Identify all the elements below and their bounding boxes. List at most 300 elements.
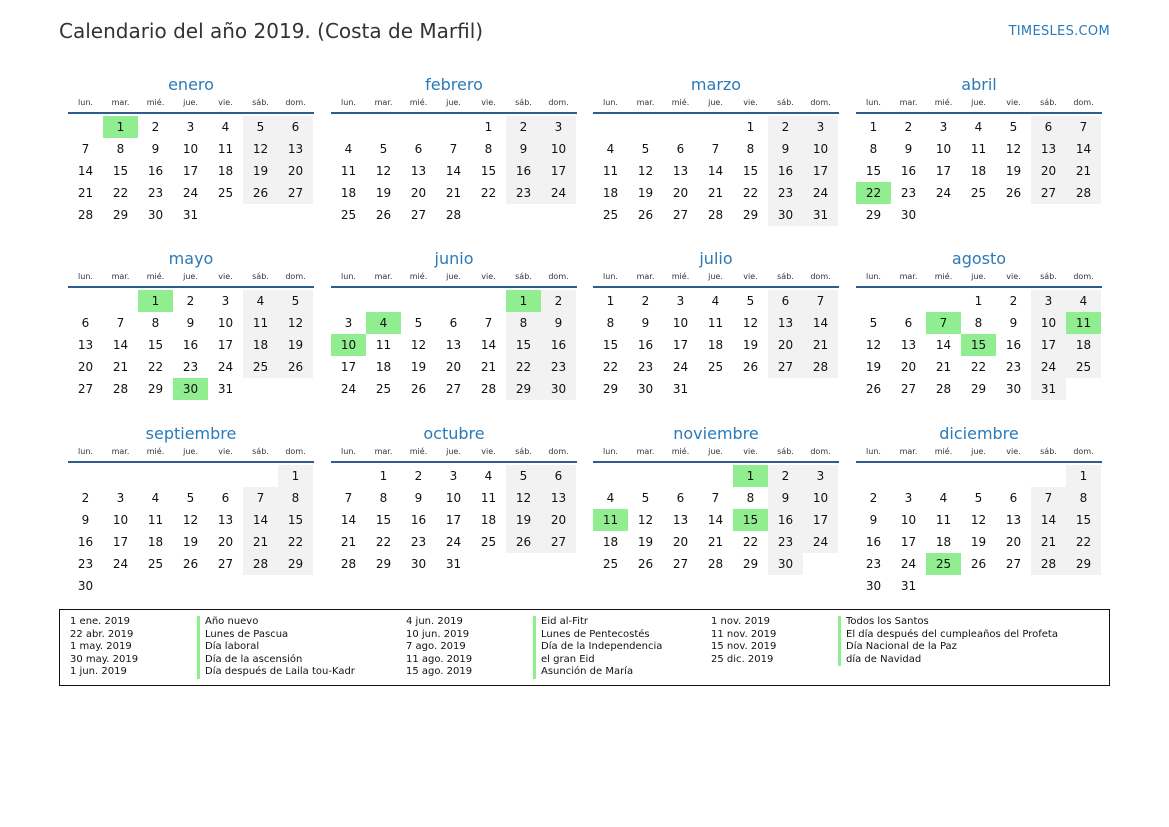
day-cell: 25 (147, 557, 164, 571)
empty-cell (243, 465, 278, 487)
month-junio (331, 248, 577, 400)
day-cell: 30 (147, 208, 164, 222)
month-noviembre (593, 423, 839, 575)
day-cell: 2 (768, 465, 803, 487)
day-cell: 28 (77, 208, 94, 222)
empty-cell (961, 465, 996, 487)
day-cell: 19 (506, 509, 541, 531)
day-cell: 23 (768, 182, 803, 204)
day-cell: 1 (869, 120, 878, 134)
day-cell: 1 (278, 465, 313, 487)
day-cell: 11 (935, 513, 952, 527)
weekday-label: mar. (899, 447, 918, 456)
month-septiembre (68, 423, 314, 597)
day-cell: 8 (484, 142, 493, 156)
day-cell: 23 (637, 360, 654, 374)
month-name: julio (699, 249, 733, 268)
day-cell: 6 (221, 491, 230, 505)
day-cell: 31 (1031, 378, 1066, 400)
day-cell: 22 (278, 531, 313, 553)
weekday-label: lun. (866, 98, 881, 107)
legend-names (197, 616, 355, 679)
weekday-label: dom. (1073, 272, 1094, 281)
day-cell: 17 (112, 535, 129, 549)
day-cell: 21 (243, 531, 278, 553)
weekday-label: mar. (899, 98, 918, 107)
day-cell: 19 (970, 535, 987, 549)
legend-date: 15 nov. 2019 (711, 641, 777, 653)
weekday-label: vie. (1006, 272, 1021, 281)
day-cell: 16 (506, 160, 541, 182)
legend-date: 25 dic. 2019 (711, 653, 774, 665)
day-cell: 9 (414, 491, 423, 505)
day-cell: 27 (541, 531, 576, 553)
day-cell: 1 (484, 120, 493, 134)
day-cell: 12 (243, 138, 278, 160)
weekday-label: dom. (810, 272, 831, 281)
day-cell: 30 (637, 382, 654, 396)
day-cell: 19 (865, 360, 882, 374)
day-cell: 6 (414, 142, 423, 156)
weekday-label: sáb. (515, 272, 532, 281)
day-cell: 5 (974, 491, 983, 505)
weekday-header (331, 96, 577, 114)
day-cell: 23 (77, 557, 94, 571)
day-cell: 13 (541, 487, 576, 509)
weekday-label: dom. (810, 447, 831, 456)
day-cell: 8 (606, 316, 615, 330)
day-grid (593, 465, 839, 575)
day-cell: 22 (1066, 531, 1101, 553)
weekday-label: dom. (1073, 447, 1094, 456)
day-cell: 22 (742, 535, 759, 549)
day-cell: 8 (1066, 487, 1101, 509)
day-cell: 18 (243, 334, 278, 356)
day-cell: 1 (974, 294, 983, 308)
day-cell: 5 (414, 316, 423, 330)
weekday-header (331, 270, 577, 288)
day-cell: 2 (1009, 294, 1018, 308)
day-cell: 25 (970, 186, 987, 200)
legend-date: 10 jun. 2019 (406, 628, 470, 640)
weekday-label: sáb. (252, 447, 269, 456)
holiday-day-cell: 25 (926, 553, 961, 575)
day-cell: 24 (803, 531, 838, 553)
day-cell: 20 (1005, 535, 1022, 549)
weekday-header (593, 270, 839, 288)
day-cell: 2 (641, 294, 650, 308)
weekday-label: vie. (218, 98, 233, 107)
day-grid (856, 290, 1102, 400)
weekday-label: sáb. (515, 98, 532, 107)
weekday-label: mié. (934, 447, 953, 456)
day-cell: 21 (480, 360, 497, 374)
day-cell: 31 (182, 208, 199, 222)
day-cell: 8 (974, 316, 983, 330)
day-cell: 8 (379, 491, 388, 505)
weekday-label: sáb. (1040, 447, 1057, 456)
day-cell: 2 (768, 116, 803, 138)
day-cell: 9 (1009, 316, 1018, 330)
day-cell: 6 (81, 316, 90, 330)
day-cell: 24 (803, 182, 838, 204)
day-cell: 21 (112, 360, 129, 374)
day-cell: 28 (445, 208, 462, 222)
day-cell: 29 (147, 382, 164, 396)
day-cell: 14 (112, 338, 129, 352)
day-cell: 3 (449, 469, 458, 483)
day-cell: 21 (707, 186, 724, 200)
day-cell: 10 (112, 513, 129, 527)
empty-cell (103, 290, 138, 312)
day-cell: 14 (445, 164, 462, 178)
day-cell: 30 (410, 557, 427, 571)
day-cell: 19 (1005, 164, 1022, 178)
holiday-day-cell: 15 (733, 509, 768, 531)
day-cell: 14 (935, 338, 952, 352)
day-cell: 10 (541, 138, 576, 160)
day-cell: 4 (606, 142, 615, 156)
month-julio (593, 248, 839, 400)
day-cell: 27 (1031, 182, 1066, 204)
day-cell: 25 (707, 360, 724, 374)
weekday-label: sáb. (1040, 98, 1057, 107)
day-cell: 7 (1066, 116, 1101, 138)
day-cell: 30 (77, 579, 94, 593)
day-cell: 23 (865, 557, 882, 571)
day-cell: 3 (221, 294, 230, 308)
day-cell: 22 (742, 186, 759, 200)
weekday-label: lun. (78, 272, 93, 281)
month-abril (856, 74, 1102, 226)
weekday-label: mié. (934, 272, 953, 281)
day-cell: 22 (375, 535, 392, 549)
day-cell: 2 (541, 290, 576, 312)
day-cell: 9 (541, 312, 576, 334)
day-cell: 4 (484, 469, 493, 483)
day-cell: 30 (768, 204, 803, 226)
day-cell: 20 (768, 334, 803, 356)
day-cell: 31 (900, 579, 917, 593)
day-cell: 4 (606, 491, 615, 505)
day-cell: 5 (186, 491, 195, 505)
day-cell: 13 (278, 138, 313, 160)
day-cell: 4 (344, 142, 353, 156)
day-grid (68, 116, 314, 226)
weekday-label: sáb. (252, 272, 269, 281)
day-cell: 17 (900, 535, 917, 549)
day-grid (593, 116, 839, 226)
empty-cell (68, 290, 103, 312)
weekday-label: mar. (374, 272, 393, 281)
day-cell: 1 (1066, 465, 1101, 487)
empty-cell (68, 465, 103, 487)
day-cell: 22 (112, 186, 129, 200)
day-grid (331, 465, 577, 575)
legend-holiday-name: El día después del cumpleaños del Profeta (838, 629, 1058, 642)
weekday-label: mar. (111, 447, 130, 456)
day-cell: 8 (151, 316, 160, 330)
day-cell: 25 (602, 208, 619, 222)
weekday-label: lun. (78, 447, 93, 456)
day-cell: 15 (112, 164, 129, 178)
day-cell: 15 (480, 164, 497, 178)
holiday-day-cell: 11 (1066, 312, 1101, 334)
weekday-label: vie. (218, 447, 233, 456)
legend-holiday-name: Día laboral (197, 641, 355, 654)
day-cell: 17 (541, 160, 576, 182)
empty-cell (628, 465, 663, 487)
brand-link[interactable]: TIMESLES.COM (1008, 24, 1110, 39)
day-cell: 18 (602, 535, 619, 549)
month-name: septiembre (145, 424, 237, 443)
day-cell: 7 (449, 142, 458, 156)
day-cell: 26 (637, 557, 654, 571)
day-cell: 11 (970, 142, 987, 156)
day-cell: 26 (970, 557, 987, 571)
month-name: mayo (168, 249, 214, 268)
day-cell: 28 (1031, 553, 1066, 575)
day-cell: 29 (375, 557, 392, 571)
empty-cell (1031, 465, 1066, 487)
legend-names (533, 616, 662, 679)
day-cell: 5 (1009, 120, 1018, 134)
day-cell: 10 (935, 142, 952, 156)
day-cell: 28 (340, 557, 357, 571)
weekday-label: lun. (866, 447, 881, 456)
day-cell: 21 (803, 334, 838, 356)
day-cell: 16 (900, 164, 917, 178)
day-cell: 12 (970, 513, 987, 527)
day-cell: 7 (711, 142, 720, 156)
legend-date: 15 ago. 2019 (406, 666, 473, 678)
day-cell: 2 (414, 469, 423, 483)
day-cell: 5 (641, 142, 650, 156)
legend-date: 7 ago. 2019 (406, 641, 466, 653)
day-cell: 6 (1009, 491, 1018, 505)
weekday-label: mar. (636, 98, 655, 107)
day-cell: 28 (243, 553, 278, 575)
day-cell: 23 (768, 531, 803, 553)
weekday-label: mié. (409, 272, 428, 281)
day-cell: 30 (768, 553, 803, 575)
day-cell: 30 (900, 208, 917, 222)
day-cell: 26 (865, 382, 882, 396)
weekday-label: lun. (78, 98, 93, 107)
day-cell: 16 (768, 509, 803, 531)
day-cell: 18 (935, 535, 952, 549)
empty-cell (856, 465, 891, 487)
day-grid (68, 465, 314, 597)
day-cell: 15 (278, 509, 313, 531)
day-grid (331, 290, 577, 400)
weekday-label: vie. (218, 272, 233, 281)
weekday-label: mié. (409, 98, 428, 107)
weekday-label: jue. (971, 272, 986, 281)
empty-cell (891, 465, 926, 487)
day-cell: 30 (865, 579, 882, 593)
day-cell: 25 (217, 186, 234, 200)
legend-date: 1 nov. 2019 (711, 616, 770, 627)
weekday-label: vie. (481, 98, 496, 107)
day-cell: 12 (865, 338, 882, 352)
day-cell: 12 (182, 513, 199, 527)
day-cell: 24 (672, 360, 689, 374)
month-name: diciembre (939, 424, 1019, 443)
day-cell: 24 (182, 186, 199, 200)
day-cell: 24 (217, 360, 234, 374)
weekday-label: jue. (446, 98, 461, 107)
day-cell: 18 (1066, 334, 1101, 356)
day-cell: 12 (278, 312, 313, 334)
day-cell: 18 (375, 360, 392, 374)
empty-cell (663, 116, 698, 138)
day-cell: 16 (77, 535, 94, 549)
day-cell: 25 (243, 356, 278, 378)
day-cell: 25 (340, 208, 357, 222)
legend-holiday-name: el gran Eid (533, 654, 662, 667)
day-cell: 13 (1031, 138, 1066, 160)
weekday-label: mar. (636, 447, 655, 456)
day-cell: 28 (935, 382, 952, 396)
day-cell: 22 (147, 360, 164, 374)
empty-cell (366, 290, 401, 312)
day-cell: 12 (637, 164, 654, 178)
day-cell: 21 (1031, 531, 1066, 553)
month-name: abril (961, 75, 997, 94)
empty-cell (208, 465, 243, 487)
day-cell: 11 (480, 491, 497, 505)
legend-holiday-name: Asunción de María (533, 666, 662, 679)
empty-cell (663, 465, 698, 487)
day-cell: 26 (278, 356, 313, 378)
day-cell: 16 (637, 338, 654, 352)
holiday-legend (59, 609, 1110, 686)
legend-dates (406, 616, 472, 679)
weekday-label: dom. (548, 98, 569, 107)
month-enero (68, 74, 314, 226)
day-cell: 11 (147, 513, 164, 527)
day-cell: 17 (445, 513, 462, 527)
legend-dates (70, 616, 138, 679)
day-cell: 24 (541, 182, 576, 204)
day-cell: 23 (147, 186, 164, 200)
day-cell: 17 (217, 338, 234, 352)
day-cell: 18 (147, 535, 164, 549)
weekday-label: dom. (810, 98, 831, 107)
day-cell: 21 (77, 186, 94, 200)
day-cell: 10 (672, 316, 689, 330)
day-cell: 20 (541, 509, 576, 531)
legend-date: 11 nov. 2019 (711, 628, 777, 640)
empty-cell (331, 465, 366, 487)
day-cell: 27 (672, 557, 689, 571)
day-cell: 9 (904, 142, 913, 156)
day-cell: 11 (217, 142, 234, 156)
legend-holiday-name: Día de la ascensión (197, 654, 355, 667)
day-cell: 4 (1066, 290, 1101, 312)
day-cell: 27 (900, 382, 917, 396)
weekday-label: sáb. (777, 98, 794, 107)
day-cell: 28 (480, 382, 497, 396)
empty-cell (331, 116, 366, 138)
day-cell: 6 (449, 316, 458, 330)
day-cell: 14 (707, 164, 724, 178)
day-cell: 10 (803, 487, 838, 509)
day-cell: 20 (278, 160, 313, 182)
weekday-label: lun. (341, 98, 356, 107)
day-cell: 12 (1005, 142, 1022, 156)
day-cell: 4 (711, 294, 720, 308)
day-cell: 6 (278, 116, 313, 138)
weekday-label: dom. (285, 447, 306, 456)
month-octubre (331, 423, 577, 575)
day-cell: 9 (186, 316, 195, 330)
day-cell: 26 (1005, 186, 1022, 200)
day-cell: 7 (803, 290, 838, 312)
day-cell: 1 (606, 294, 615, 308)
holiday-day-cell: 1 (506, 290, 541, 312)
empty-cell (593, 116, 628, 138)
weekday-label: mié. (409, 447, 428, 456)
day-cell: 29 (742, 557, 759, 571)
day-cell: 3 (904, 491, 913, 505)
day-cell: 14 (1031, 509, 1066, 531)
weekday-label: mar. (374, 447, 393, 456)
legend-holiday-name: Día después de Laila tou-Kadr (197, 666, 355, 679)
day-cell: 4 (974, 120, 983, 134)
legend-date: 1 jun. 2019 (70, 666, 127, 678)
weekday-header (331, 445, 577, 463)
weekday-label: vie. (743, 447, 758, 456)
holiday-day-cell: 22 (856, 182, 891, 204)
day-cell: 18 (970, 164, 987, 178)
day-cell: 14 (707, 513, 724, 527)
day-cell: 5 (506, 465, 541, 487)
weekday-header (593, 96, 839, 114)
month-marzo (593, 74, 839, 226)
day-cell: 23 (410, 535, 427, 549)
empty-cell (593, 465, 628, 487)
month-name: junio (434, 249, 474, 268)
holiday-day-cell: 1 (733, 465, 768, 487)
month-agosto (856, 248, 1102, 400)
day-cell: 15 (506, 334, 541, 356)
day-cell: 18 (707, 338, 724, 352)
day-cell: 19 (637, 186, 654, 200)
weekday-label: jue. (446, 447, 461, 456)
empty-cell (366, 116, 401, 138)
day-cell: 7 (1031, 487, 1066, 509)
day-cell: 12 (742, 316, 759, 330)
day-cell: 21 (445, 186, 462, 200)
day-cell: 12 (375, 164, 392, 178)
day-cell: 9 (506, 138, 541, 160)
weekday-label: sáb. (515, 447, 532, 456)
day-cell: 21 (1066, 160, 1101, 182)
day-cell: 8 (278, 487, 313, 509)
day-cell: 4 (221, 120, 230, 134)
day-cell: 11 (375, 338, 392, 352)
day-cell: 2 (186, 294, 195, 308)
day-cell: 6 (768, 290, 803, 312)
day-cell: 10 (900, 513, 917, 527)
day-cell: 9 (869, 513, 878, 527)
weekday-label: mié. (671, 272, 690, 281)
day-cell: 3 (803, 465, 838, 487)
day-cell: 31 (672, 382, 689, 396)
day-cell: 13 (410, 164, 427, 178)
